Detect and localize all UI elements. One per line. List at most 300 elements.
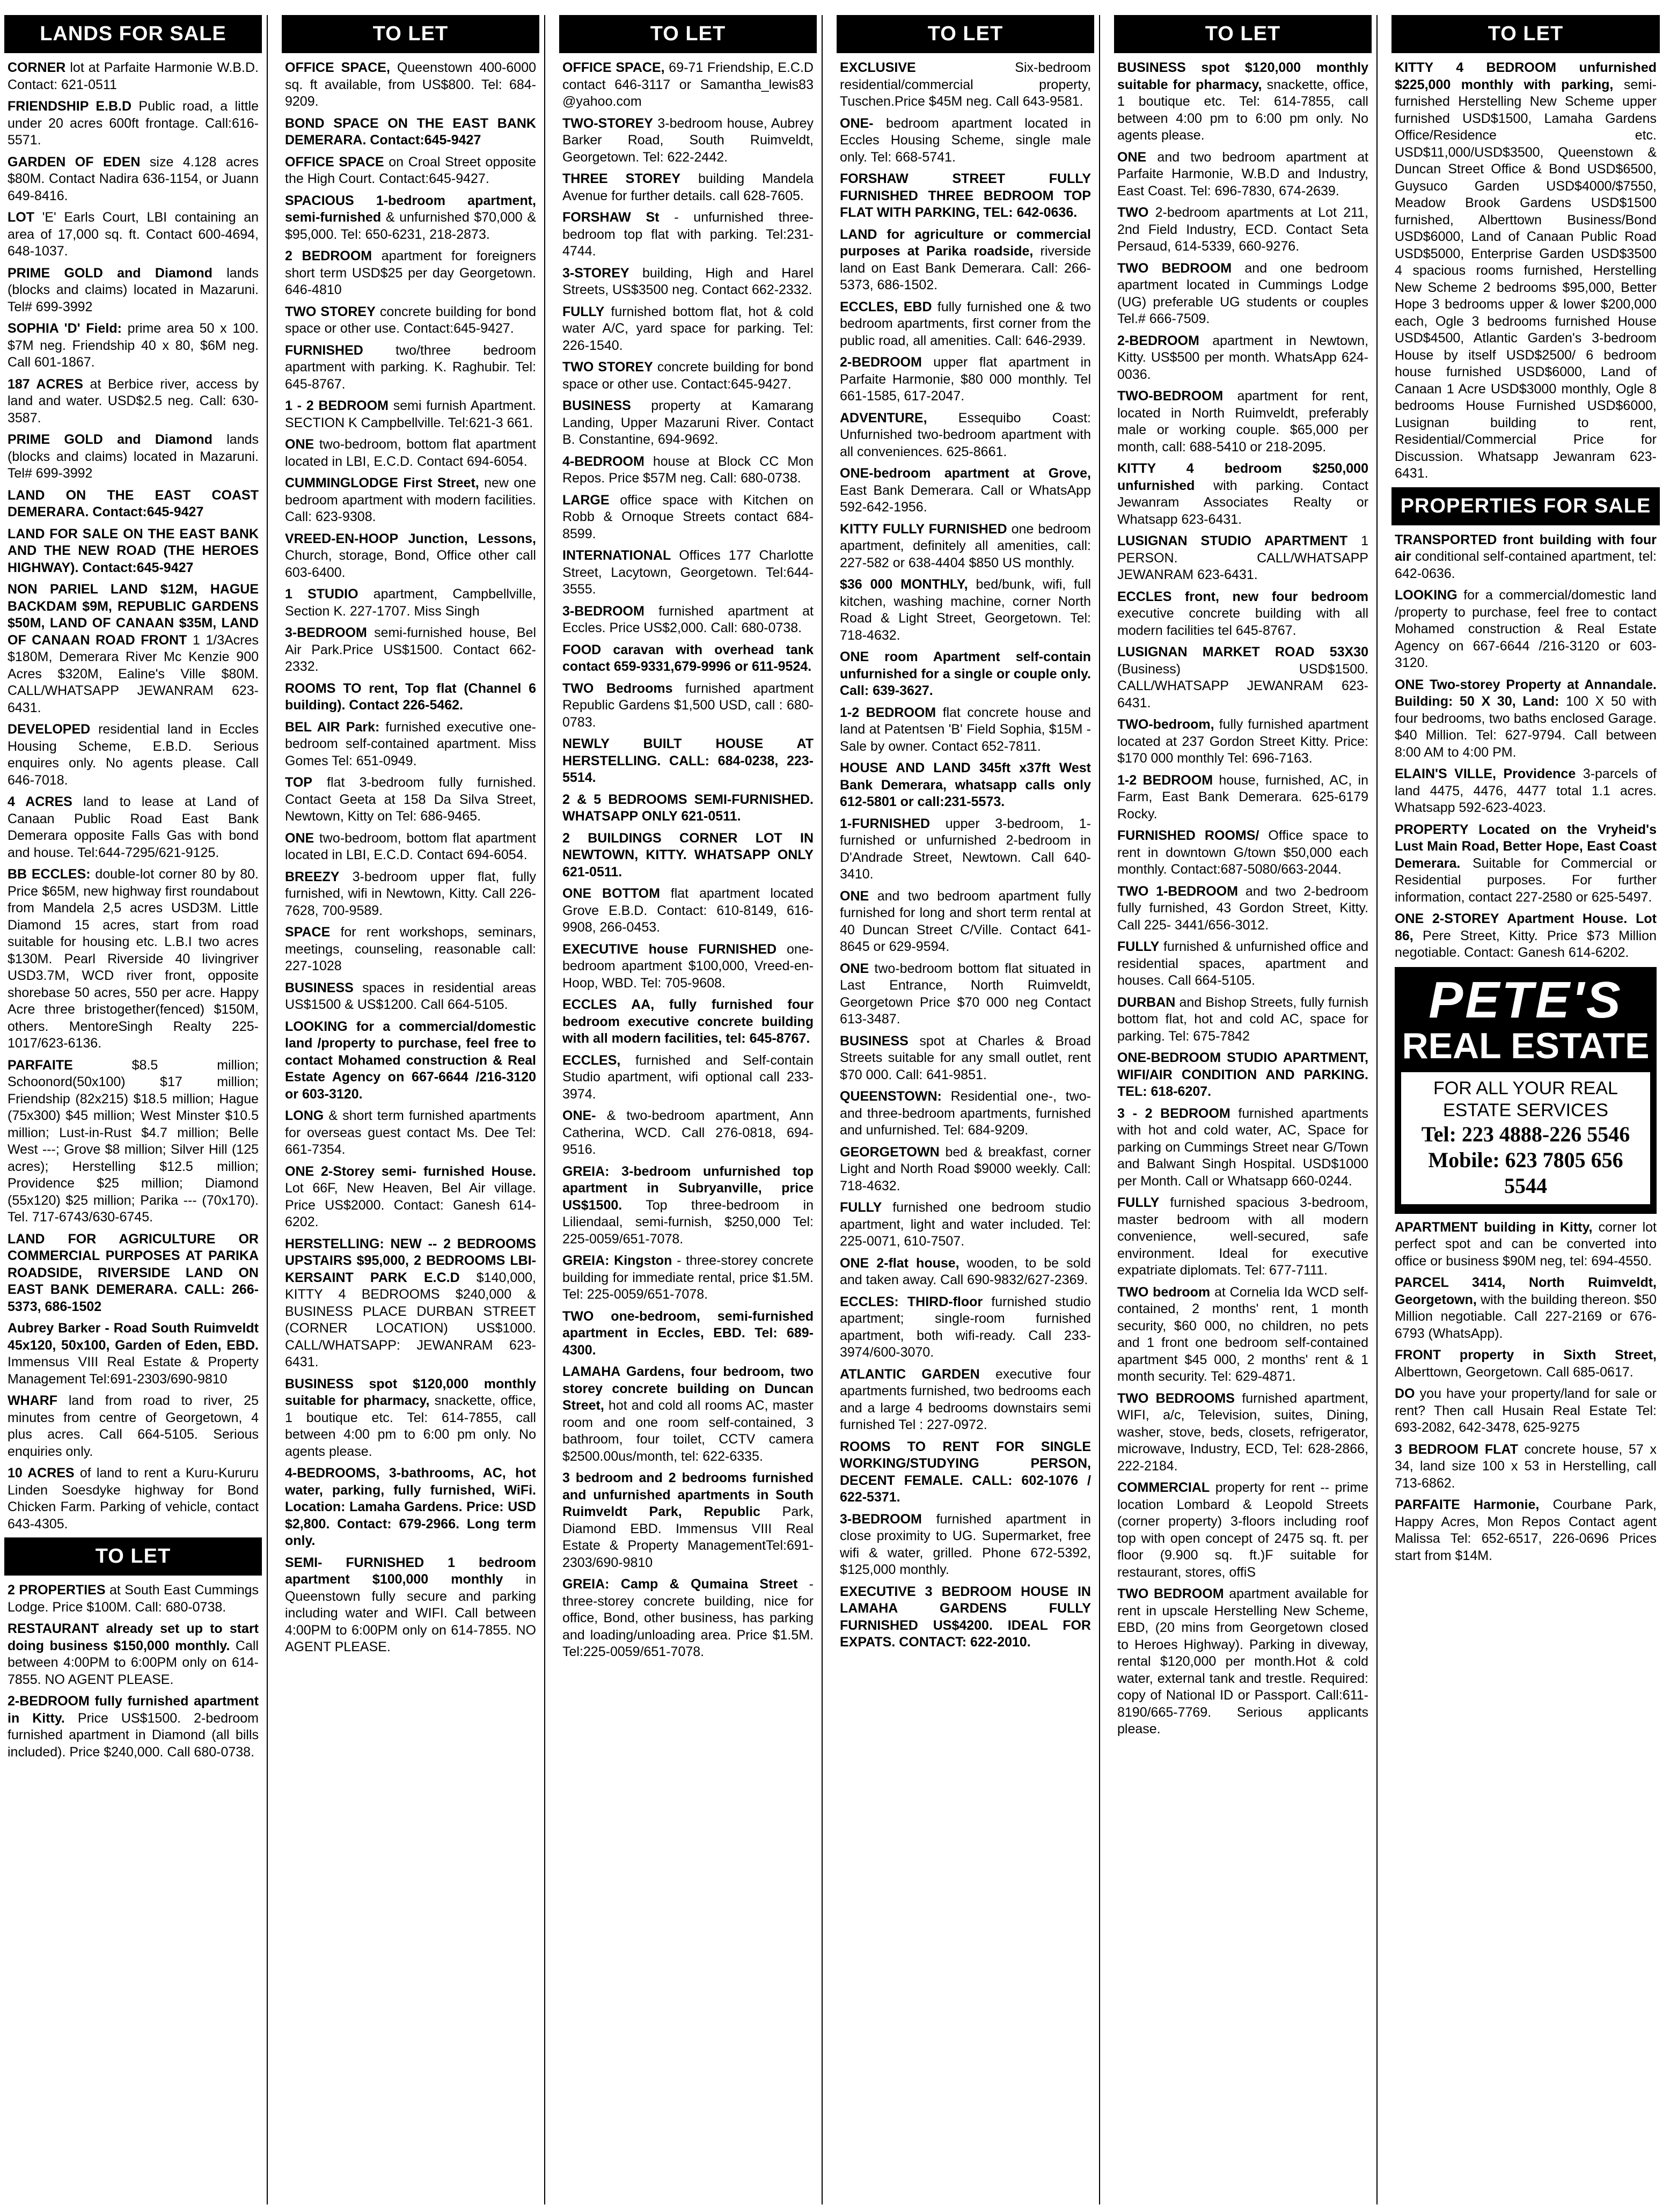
section-header: TO LET [282, 15, 539, 53]
ad-lead: EXECUTIVE house FURNISHED [562, 941, 777, 957]
ad-lead: 2 PROPERTIES [8, 1583, 106, 1598]
ad-text: furnished studio apartment; single-room furnished apartment, both wifi-ready. Call 233-3974/600-3070. [840, 1294, 1091, 1360]
ad-text: hot and cold all rooms AC, master room and one room self-contained, 3 bathroom, four toilet, CCTV camera $2500.00us/month, tel: 622-6335. [562, 1398, 814, 1464]
classified-ad [285, 436, 536, 470]
classified-ad [8, 1693, 259, 1761]
classified-ad [562, 1052, 814, 1103]
ad-lead: FULLY [562, 304, 605, 319]
classified-ad [562, 209, 814, 260]
ad-text: furnished apartment Republic Gardens $1,500 USD, call : 680-0783. [562, 680, 814, 730]
classified-ad [562, 171, 814, 204]
classified-ad [1395, 1275, 1657, 1342]
ad-lead: TWO STOREY [562, 360, 653, 375]
classified-ad [562, 680, 814, 731]
ad-text: Pere Street, Kitty. Price $73 Million negotiable. Contact: Ganesh 614-6202. [1395, 928, 1657, 960]
column-1 [4, 15, 262, 2204]
ad-lead: 2-BEDROOM [1117, 333, 1199, 348]
ad-text: and two 2-bedroom fully furnished, 43 Gordon Street, Kitty. Call 225- 3441/656-3012. [1117, 883, 1369, 933]
ad-lead: TWO-BEDROOM [1117, 389, 1224, 404]
classified-ad [8, 1465, 259, 1533]
ad-text: furnished apartment at Eccles. Price US$2,000. Call: 680-0738. [562, 603, 814, 635]
ad-lead: OFFICE SPACE, [285, 60, 390, 75]
ad-lead: FULLY [1117, 939, 1160, 954]
classified-ad [562, 304, 814, 355]
ad-text: furnished apartment in close proximity to UG. Supermarket, free wifi & water, grilled. Phone 672-5392, $125,000 monthly. [840, 1511, 1091, 1577]
ad-text: of land to rent a Kuru-Kururu Linden Soesdyke highway for Bond Chicken Farm. Parking of vehicle, contact 643-4305. [8, 1466, 259, 1532]
classified-ad [840, 816, 1091, 883]
ad-text: furnished spacious 3-bedroom, master bedroom with all modern convenience, well-secured, safe environment. Ideal for executive expatriate diplomats. Tel: 677-7111. [1117, 1195, 1369, 1278]
ad-lead: GARDEN OF EDEN [8, 154, 141, 170]
classified-ad [562, 359, 814, 393]
ad-lead: TWO BEDROOMS [1117, 1390, 1235, 1406]
classified-ad [840, 576, 1091, 644]
classified-ad [285, 193, 536, 244]
classified-ad [285, 304, 536, 338]
ad-text: concrete house, 57 x 34, land size 100 x 53 in Herstelling, call 713-6862. [1395, 1441, 1657, 1491]
ad-text: executive concrete building with all modern facilities tel 645-8767. [1117, 606, 1368, 638]
ad-text: for rent workshops, seminars, meetings, counseling, reasonable call: 227-1028 [285, 925, 536, 973]
ad-lead: TWO BEDROOM [1117, 260, 1232, 276]
ad-lead: PARFAITE Harmonie, [1395, 1497, 1540, 1513]
classified-ad [562, 1308, 814, 1359]
ad-lead: 3-BEDROOM [562, 603, 644, 619]
ad-lead: 3 bedroom and 2 bedrooms furnished and unfurnished apartments in South Ruimveldt Park, Republic [562, 1470, 814, 1519]
classified-ad [285, 1236, 536, 1371]
ad-text: with the building thereon. $50 Million negotiable. Call 227-2169 or 676-6793 (WhatsApp). [1395, 1292, 1657, 1341]
ad-lead: ATLANTIC GARDEN [840, 1366, 980, 1382]
classified-ad [840, 961, 1091, 1028]
classified-ad [1117, 1105, 1368, 1190]
ad-lead: APARTMENT building in Kitty, [1395, 1219, 1593, 1235]
ad-lead: 1-2 BEDROOM [1117, 772, 1213, 788]
ad-text: & two-bedroom apartment, Ann Catherina, WCD. Call 276-0818, 694-9516. [562, 1108, 814, 1157]
ad-lead: FULLY [840, 1200, 882, 1215]
ad-text: 2-bedroom apartments at Lot 211, 2nd Field Industry, ECD. Contact Seta Persaud, 614-5339, 660-9276. [1117, 205, 1368, 254]
classified-ad [562, 60, 814, 111]
classified-ad [285, 980, 536, 1014]
ad-text: fully furnished apartment located at 237 Gordon Street Kitty. Price: $170 000 monthly Tel: 696-7163. [1117, 717, 1368, 766]
ad-lead: BUSINESS [562, 398, 631, 413]
ad-lead: HOUSE AND LAND 345ft x37ft West Bank Demerara, whatsapp calls only 612-5801 or call:231-5573. [840, 760, 1091, 809]
classified-ad [840, 649, 1091, 700]
ad-lead: WHARF [8, 1393, 58, 1408]
classified-ad [1395, 766, 1657, 817]
ad-lead: ONE BOTTOM [562, 886, 660, 901]
ad-text: house at Block CC Mon Repos. Price $57M neg. Call: 680-0738. [562, 453, 814, 486]
classified-ad [1117, 994, 1368, 1045]
classified-ad [8, 98, 259, 149]
petes-mobile: Mobile: 623 7805 656 5544 [1428, 1147, 1623, 1198]
ad-lead: BUSINESS spot $120,000 monthly suitable for pharmacy, [1117, 60, 1368, 92]
classified-ad [1395, 1219, 1657, 1270]
ad-lead: KITTY 4 bedroom $250,000 unfurnished [1117, 461, 1368, 493]
ad-lead: SPACIOUS 1-bedroom apartment, semi-furnished [285, 193, 536, 225]
classified-ad [840, 226, 1091, 294]
classified-ad [1117, 1284, 1368, 1386]
ad-text: building Mandela Avenue for further details. call 628-7605. [562, 171, 814, 203]
classified-ad [285, 475, 536, 526]
ad-lead: LAMAHA Gardens, four bedroom, two storey concrete building on Duncan Street, [562, 1364, 814, 1413]
classified-ad [562, 830, 814, 881]
ad-text: with parking. Contact Jewanram Associates Realty or Whatsapp 623-6431. [1117, 478, 1368, 527]
ad-lead: OFFICE SPACE [285, 154, 384, 170]
ad-text: Essequibo Coast: Unfurnished two-bedroom apartment with all conveniences. 625-8661. [840, 410, 1092, 459]
ad-text: concrete building for bond space or other use. Contact:645-9427. [562, 360, 814, 392]
ad-text: 1 PERSON. CALL/WHATSAPP JEWANRAM 623-6431. [1117, 533, 1368, 582]
ad-text: furnished and Self-contain Studio apartment, wifi optional call 233-3974. [562, 1052, 814, 1102]
ad-lead: TOP [285, 775, 312, 790]
ad-text: snackette, office, 1 boutique etc. Tel: 614-7855, call between 4:00 pm to 6:00 pm only. No agents please. [285, 1393, 536, 1459]
classified-ad [1117, 716, 1368, 767]
ad-lead: ELAIN'S VILLE, Providence [1395, 766, 1576, 781]
ad-text: land from road to river, 25 minutes from centre of Georgetown, 4 plus acres. Call 664-5105. Serious enquiries only. [8, 1393, 259, 1459]
petes-logo: PETE'S [1429, 971, 1623, 1029]
classified-ad [285, 680, 536, 714]
column-3 [559, 15, 817, 2204]
classified-ad [285, 586, 536, 620]
ad-text: two-bedroom bottom flat situated in Last Entrance, North Ruimveldt, Georgetown Price $70 000 neg Contact 613-3487. [840, 961, 1092, 1027]
ad-text: new one bedroom apartment with modern facilities. Call: 623-9308. [285, 475, 536, 524]
classified-ad [1117, 149, 1368, 200]
classified-ad [8, 376, 259, 427]
section-header: TO LET [1391, 15, 1660, 53]
ad-lead: 2 & 5 BEDROOMS SEMI-FURNISHED. WHATSAPP ONLY 621-0511. [562, 792, 814, 824]
ad-text: furnished apartments with hot and cold water, AC, Space for parking on Cummings Street near G/Town and Balwant Singh Hospital. USD$1000 per Month. Call or Whatsapp 660-0244. [1117, 1105, 1368, 1189]
ad-lead: TWO-bedroom, [1117, 717, 1214, 732]
classified-ad [285, 1108, 536, 1159]
ad-text: East Bank Demerara. Call or WhatsApp 592-642-1956. [840, 482, 1091, 515]
classified-ad [8, 526, 259, 577]
classified-ad [1117, 533, 1368, 584]
ad-text: property at Kamarang Landing, Upper Mazaruni River. Contact B. Constantine, 694-9692. [562, 398, 814, 447]
classified-ad [1117, 60, 1368, 144]
ad-text: furnished bottom flat, hot & cold water A/C, yard space for parking. Tel: 226-1540. [562, 304, 814, 353]
ad-lead: FORSHAW St [562, 210, 660, 225]
classified-ad [8, 1621, 259, 1688]
ad-text: two/three bedroom apartment with parking. K. Raghubir. Tel: 645-8767. [285, 342, 536, 392]
ad-lead: TWO BEDROOM [1117, 1586, 1224, 1601]
column-divider [267, 15, 268, 2204]
ad-text: bed/bunk, wifi, full kitchen, washing machine, corner North Road & Light Street, Georgetown. Tel: 718-4632. [840, 577, 1091, 643]
ad-lead: 1 - 2 BEDROOM [285, 398, 389, 413]
ad-text: 69-71 Friendship, E.C.D contact 646-3117 or Samantha_lewis83 @yahoo.com [562, 60, 814, 109]
ad-text: for a commercial/domestic land /property to purchase, feel free to contact Mohamed construction & Real Estate Agency on 667-6644 /216-3120 or 603-3120. [1395, 588, 1657, 670]
classified-ad [1395, 677, 1657, 761]
classified-ad [8, 487, 259, 521]
classified-ad [562, 115, 814, 166]
ad-text: prime area 50 x 100. $7M neg. Friendship 40 x 80, $6M neg. Call 601-1867. [8, 321, 259, 370]
ad-lead: DEVELOPED [8, 722, 91, 737]
ad-text: semi-furnished Herstelling New Scheme upper furnished USD$1500, Lamaha Gardens Office/Residence etc. USD$11,000/USD$3500, Queenstown & Duncan Street Office & Bond USD$6500, Guysuco Garden USD$4000/$7550, Meadow Brook Gardens USD$1500 furnished, Alberttown Business/Bond USD$6000, Land of Canaan Public Road USD$5000, Enterprise Garden USD$3500 4 spacious rooms furnished, Herstelling New Scheme 2 bedrooms $95,000, Better Hope 3 bedrooms upper & lower $200,000 each, Ogle 3 bedrooms furnished House USD$4500, Atlantic Garden's 3-bedroom House by itself USD$2500/ 6 bedroom house furnished USD$6000, Land of Canaan 1 Acre USD$3000 monthly, Ogle 8 bedrooms House Furnished USD$6000, Lusignan building to rent, Residential/Commercial Price for Discussion. Whatsapp Jewanram 623-6431. [1395, 77, 1657, 481]
ad-text: bed & breakfast, corner Light and North Road $9000 weekly. Call: 718-4632. [840, 1144, 1091, 1193]
classified-ad [562, 1576, 814, 1661]
ad-text: Office space to rent in downtown G/town $50,000 each monthly. Contact:687-5080/663-2044. [1117, 828, 1368, 877]
ad-lead: CORNER [8, 60, 66, 75]
classified-ad [562, 603, 814, 637]
column-5 [1114, 15, 1372, 2204]
ad-lead: GREIA: 3-bedroom unfurnished top apartment in Subryanville, price US$1500. [562, 1163, 814, 1213]
classified-ad [285, 248, 536, 299]
ad-text: lands (blocks and claims) located in Mazaruni. Tel# 699-3992 [8, 265, 259, 314]
ad-lead: LOT [8, 210, 34, 225]
classified-ad [285, 625, 536, 676]
petes-subtitle: REAL ESTATE [1402, 1025, 1650, 1066]
classified-ad [8, 581, 259, 716]
classified-ad [562, 453, 814, 487]
classified-ad [840, 705, 1091, 756]
section-header: TO LET [837, 15, 1094, 53]
ad-lead: SEMI- FURNISHED 1 bedroom apartment $100,000 monthly [285, 1555, 536, 1587]
ad-text: $8.5 million; Schoonord(50x100) $17 million; Friendship (82x215) $18.5 million; Hague (75x300) $45 million; West Minster $10.5 million; Lust-in-Rust $4.7 million; Belle West ---; Grove $8 million; Silver Hill (125 acres); Herstelling $12.5 million; Providence $25 million; Diamond (55x120) $25 million; Parika --- (70x170). Tel. 717-6743/630-6745. [8, 1057, 259, 1225]
classified-ad [285, 1465, 536, 1550]
ad-text: and one bedroom apartment located in Cummings Lodge (UG) preferable UG students or couples Tel.# 666-7509. [1117, 260, 1368, 326]
section-header: PROPERTIES FOR SALE [1391, 487, 1660, 525]
section-header: TO LET [4, 1537, 262, 1576]
classified-ad [1395, 1441, 1657, 1492]
ad-lead: FORSHAW STREET FULLY FURNISHED THREE BEDROOM TOP FLAT WITH PARKING, TEL: 642-0636. [840, 171, 1091, 220]
column-divider [1099, 15, 1100, 2204]
classified-ad [840, 171, 1091, 222]
classified-ad [285, 60, 536, 111]
ad-lead: VREED-EN-HOOP Junction, Lessons, [285, 531, 536, 546]
ad-text: conditional self-contained apartment, tel: 642-0636. [1395, 549, 1657, 581]
ad-text: $140,000, KITTY 4 BEDROOMS $240,000 & BUSINESS PLACE DURBAN STREET (CORNER LOCATION) US$1000. CALL/WHATSAPP: JEWANRAM 623-6431. [285, 1270, 536, 1369]
ad-lead: DURBAN [1117, 994, 1176, 1010]
ad-lead: TWO STOREY [285, 304, 376, 319]
ad-text: (Business) USD$1500. CALL/WHATSAPP JEWANRAM 623-6431. [1117, 661, 1368, 711]
ad-text: Park, Diamond EBD. Immensus VIII Real Estate & Property ManagementTel:691-2303/690-9810 [562, 1504, 814, 1570]
ad-text: furnished apartment, WIFI, a/c, Television, suites, Dining, washer, stove, beds, closets, refrigerator, microwave, Industry, ECD, Tel: 628-2866, 222-2184. [1117, 1390, 1368, 1474]
ad-lead: NON PARIEL LAND $12M, HAGUE BACKDAM $9M, REPUBLIC GARDENS $50M, LAND OF CANAAN $35M, LAND OF CANAAN ROAD FRONT [8, 582, 259, 648]
ad-text: size 4.128 acres $80M. Contact Nadira 636-1154, or Juann 649-8416. [8, 154, 259, 203]
classified-ad [562, 885, 814, 936]
ad-lead: 1-FURNISHED [840, 816, 931, 831]
ad-text: and two bedroom apartment fully furnished for long and short term rental at 40 Duncan Street C/Ville. Contact 641-8645 or 629-9594. [840, 888, 1091, 954]
ad-lead: LOOKING [1395, 588, 1457, 603]
ad-lead: ONE [840, 961, 869, 976]
ad-text: 3-bedroom upper flat, fully furnished, wifi in Newtown, Kitty. Call 226-7628, 700-9589. [285, 869, 536, 918]
classified-ad [840, 465, 1091, 516]
ad-lead: ONE- [840, 115, 874, 131]
ad-lead: PARCEL 3414, North Ruimveldt, Georgetown, [1395, 1275, 1657, 1307]
classified-ad [285, 1163, 536, 1231]
classified-ad [562, 941, 814, 992]
ad-lead: 3-STOREY [562, 265, 629, 281]
classified-ad [1395, 822, 1657, 906]
ad-text: spaces in residential areas US$1500 & US$1200. Call 664-5105. [285, 980, 536, 1012]
ad-lead: SPACE [285, 925, 331, 940]
classified-ad [840, 354, 1091, 405]
column-divider [822, 15, 823, 2204]
ad-lead: LONG [285, 1108, 324, 1123]
classified-ad [562, 642, 814, 676]
classified-ad [562, 1253, 814, 1303]
ad-text: Lot 66F, New Heaven, Bel Air village. Price US$2000. Contact: Ganesh 614-6202. [285, 1181, 536, 1229]
classified-ad [285, 1019, 536, 1103]
ad-text: Price US$1500. 2-bedroom furnished apartment in Diamond (all bills included). Price $240,000. Call 680-0738. [8, 1710, 259, 1760]
ad-text: Call between 4:00PM to 6:00PM only on 614-7855. NO AGENT PLEASE. [8, 1638, 259, 1687]
classified-ad [285, 531, 536, 582]
ad-lead: LUSIGNAN MARKET ROAD 53X30 [1117, 644, 1368, 660]
ad-lead: EXCLUSIVE [840, 60, 916, 75]
ad-lead: INTERNATIONAL [562, 548, 671, 563]
classified-ad [285, 719, 536, 770]
classified-ad [1117, 1195, 1368, 1279]
ad-text: Six-bedroom residential/commercial property, Tuschen.Price $45M neg. Call 643-9581. [840, 60, 1091, 109]
ad-text: bedroom apartment located in Eccles Housing Scheme, single male only. Tel: 668-5741. [840, 115, 1091, 165]
classified-ad [840, 1033, 1091, 1084]
classified-ad [840, 410, 1091, 461]
classified-ad [840, 1439, 1091, 1506]
ad-lead: CUMMINGLODGE First Street, [285, 475, 479, 490]
classified-ad [840, 115, 1091, 166]
ad-text: land to lease at Land of Canaan Public Road East Bank Demerara opposite Falls Gas with bond and house. Tel:644-7295/621-9125. [8, 794, 259, 860]
ad-lead: 3-BEDROOM [285, 625, 367, 640]
ad-lead: PRIME GOLD and Diamond [8, 432, 213, 447]
classified-ad [562, 1163, 814, 1248]
ad-lead: TWO Bedrooms [562, 680, 673, 696]
ad-lead: ONE [285, 830, 314, 846]
ad-text: upper 3-bedroom, 1-furnished or unfurnished 2-bedroom in D'Andrade Street, Newtown. Call 640-3410. [840, 816, 1091, 882]
classified-ad [285, 830, 536, 864]
classified-ad [1395, 587, 1657, 672]
ad-text: on Croal Street opposite the High Court. Contact:645-9427. [285, 154, 536, 186]
classified-ad [840, 888, 1091, 956]
ad-text: apartment for rent, located in North Ruimveldt, preferably male or working couple. $65,000 per month, call: 688-5410 or 218-2095. [1117, 389, 1368, 455]
ad-lead: ADVENTURE, [840, 410, 927, 426]
classified-ad [840, 521, 1091, 572]
ad-text: concrete building for bond space or other use. Contact:645-9427. [285, 304, 536, 336]
ad-text: flat concrete house and land at Patentsen 'B' Field Sophia, $15M - Sale by owner. Contact 652-7811. [840, 705, 1091, 754]
section-header: LANDS FOR SALE [4, 15, 262, 53]
ad-text: lands (blocks and claims) located in Mazaruni. Tel# 699-3992 [8, 432, 259, 481]
ad-text: Alberttown, Georgetown. Call 685-0617. [1395, 1364, 1634, 1380]
ad-text: you have your property/land for sale or rent? Then call Husain Real Estate Tel: 693-2082, 642-3478, 625-9275 [1395, 1386, 1657, 1435]
ad-lead: ONE room Apartment self-contain unfurnished for a single or couple only. Call: 639-3627. [840, 649, 1091, 698]
ad-lead: 2-BEDROOM [840, 355, 922, 370]
classified-ad [8, 1231, 259, 1316]
classified-ad [285, 115, 536, 149]
classified-ad [8, 60, 259, 93]
classified-ad [1395, 1347, 1657, 1381]
classified-ad [840, 299, 1091, 350]
classified-ad [840, 1366, 1091, 1434]
classified-ad [285, 774, 536, 825]
ad-text: at South East Cummings Lodge. Price $100M. Call: 680-0738. [8, 1583, 259, 1615]
classified-ad [1117, 589, 1368, 640]
ad-text: Courbane Park, Happy Acres, Mon Repos Contact agent Malissa Tel: 652-6517, 226-0696 Prices start from $14M. [1395, 1497, 1657, 1563]
classified-ad [840, 1088, 1091, 1139]
ad-lead: DO [1395, 1386, 1415, 1402]
ad-lead: 10 ACRES [8, 1466, 75, 1481]
ad-lead: RESTAURANT already set up to start doing business $150,000 monthly. [8, 1621, 259, 1653]
ad-lead: LARGE [562, 492, 610, 508]
classified-ad [8, 794, 259, 861]
classified-ad [562, 547, 814, 598]
ad-text: & short term furnished apartments for overseas guest contact Ms. Dee Tel: 661-7354. [285, 1108, 536, 1157]
classified-ad [840, 1255, 1091, 1289]
ad-text: Church, storage, Bond, Office other call 603-6400. [285, 548, 536, 580]
ad-text: Immensus VIII Real Estate & Property Management Tel:691-2303/690-9810 [8, 1354, 259, 1387]
ad-text: Queenstown 400-6000 sq. ft available, from US$800. Tel: 684-9209. [285, 60, 536, 109]
classified-ad [8, 1057, 259, 1226]
petes-tagline: FOR ALL YOUR REAL ESTATE SERVICES [1433, 1078, 1618, 1121]
classified-ad [8, 1582, 259, 1616]
classified-ad [840, 760, 1091, 811]
ad-lead: LAND for agriculture or commercial purposes at Parika roadside, [840, 226, 1091, 259]
ad-text: semi-furnished house, Bel Air Park.Price US$1500. Contact 662-2332. [285, 625, 536, 674]
classified-ad [1117, 333, 1368, 384]
ad-lead: FRIENDSHIP E.B.D [8, 99, 132, 114]
ad-lead: GEORGETOWN [840, 1144, 940, 1160]
classified-ad [562, 492, 814, 543]
ad-text: at Cornelia Ida WCD self-contained, 2 months' rent, 1 month security, $60 000, no children, no pets and 1 front one bedroom self-contained apartment $45 000, 2 months' rent & 1 month security. Tel: 629-4871. [1117, 1284, 1368, 1384]
classified-ad [8, 1393, 259, 1460]
classified-ad [1117, 460, 1368, 528]
classified-ad [1117, 772, 1368, 823]
ad-lead: LAND FOR AGRICULTURE OR COMMERCIAL PURPOSES AT PARIKA ROADSIDE, RIVERSIDE LAND ON EAST BANK DEMERARA. CALL: 266-5373, 686-1502 [8, 1231, 259, 1314]
ad-text: and Bishop Streets, fully furnish bottom flat, hot and cold AC, space for parking. Tel: 675-7842 [1117, 994, 1369, 1044]
ad-lead: TWO [1117, 205, 1149, 220]
ad-text: 'E' Earls Court, LBI containing an area of 17,000 sq. ft. Contact 600-4694, 648-1037. [8, 210, 259, 259]
classified-ad [8, 154, 259, 205]
ad-text: apartment, Campbellville, Section K. 227-1707. Miss Singh [285, 587, 536, 619]
ad-lead: 2 BUILDINGS CORNER LOT IN NEWTOWN, KITTY. WHATSAPP ONLY 621-0511. [562, 830, 814, 880]
ad-lead: ONE Two-storey Property at Annandale. Building: 50 X 30, Land: [1395, 677, 1657, 709]
ad-lead: ONE [840, 888, 869, 904]
ad-text: building, High and Harel Streets, US$3500 neg. Contact 662-2332. [562, 265, 814, 297]
classified-ad [1117, 204, 1368, 255]
ad-lead: COMMERCIAL [1117, 1480, 1210, 1495]
ad-text: - three-storey concrete building for immediate rental, price $1.5M. Tel: 225-0059/651-7078. [562, 1253, 814, 1302]
ad-lead: FRONT property in Sixth Street, [1395, 1347, 1657, 1363]
ad-lead: FURNISHED ROOMS/ [1117, 828, 1259, 843]
classified-ad [285, 1376, 536, 1461]
classified-ad [562, 265, 814, 299]
ad-lead: QUEENSTOWN: [840, 1089, 942, 1104]
classified-ad [8, 431, 259, 482]
ad-lead: ROOMS TO RENT FOR SINGLE WORKING/STUDYING PERSON, DECENT FEMALE. CALL: 602-1076 / 622-5371. [840, 1439, 1091, 1505]
ad-lead: ONE [285, 437, 314, 452]
ad-lead: BUSINESS [840, 1033, 909, 1049]
classified-ad [562, 398, 814, 449]
ad-lead: PARFAITE [8, 1057, 73, 1073]
classified-ad [1117, 260, 1368, 328]
classified-ad [285, 1555, 536, 1656]
ad-text: double-lot corner 80 by 80. Price $65M, new highway first roundabout from Mandela 2,5 acres USD3M. Little Diamond 15 acres, start from road suitable for housing etc. L.B.I two acres $130M. Pearl Riverside 40 livingriver USD3.7M, WCD river front, opposite shorebase 50 acres, 550 per acre. Happy Acre three bristogether(fenced) $150M, others. MentoreSingh Realty 225-1017/623-6136. [8, 867, 259, 1051]
classified-ad [562, 1364, 814, 1465]
ad-text: 100 X 50 with four bedrooms, two baths enclosed Garage. $40 Million. Tel: 627-9794. Call between 8:00 AM to 4:00 PM. [1395, 694, 1657, 760]
classified-ad [285, 869, 536, 920]
classified-ad [1117, 1479, 1368, 1581]
classified-ad [8, 320, 259, 371]
classified-ad [1395, 911, 1657, 962]
ad-text: at Berbice river, access by land and water. USD$2.5 neg. Call: 630-3587. [8, 376, 259, 426]
ad-lead: 187 ACRES [8, 376, 83, 392]
ad-lead: BUSINESS [285, 980, 354, 995]
ad-text: 3-parcels of land 4475, 4476, 4477 total 1.1 acres. Whatsapp 592-623-4023. [1395, 766, 1657, 815]
ad-lead: 1 STUDIO [285, 587, 358, 602]
classified-ad [840, 1199, 1091, 1250]
ad-text: Top three-bedroom in Liliendaal, semi-furnish, $250,000 Tel: 225-0059/651-7078. [562, 1197, 814, 1247]
ad-lead: FOOD caravan with overhead tank contact 659-9331,679-9996 or 611-9524. [562, 642, 814, 674]
ad-lead: 4-BEDROOMS, 3-bathrooms, AC, hot water, parking, fully furnished, WiFi. Location: Lamaha Gardens. Price: USD $2,800. Contact: 679-2966. Long term only. [285, 1466, 536, 1548]
section-header: TO LET [1114, 15, 1372, 53]
ad-text: lot at Parfaite Harmonie W.B.D. Contact: 621-0511 [8, 60, 259, 92]
ad-text: two-bedroom, bottom flat apartment located in LBI, E.C.D. Contact 694-6054. [285, 437, 536, 469]
ad-lead: PRIME GOLD and Diamond [8, 265, 213, 281]
ad-lead: BOND SPACE ON THE EAST BANK DEMERARA. Contact:645-9427 [285, 115, 536, 148]
